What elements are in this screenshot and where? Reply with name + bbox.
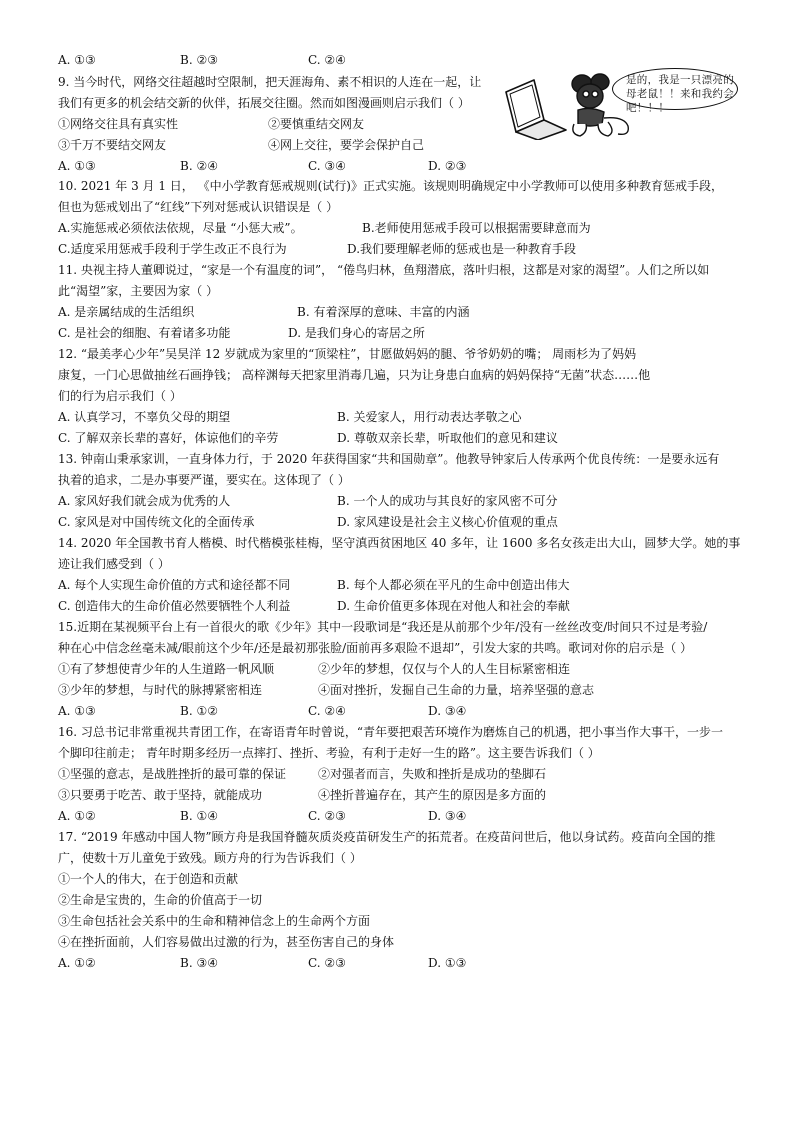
q9-stem-line-2: 我们有更多的机会结交新的伙伴，拓展交往圈。然而如图漫画则启示我们（ ） [58, 96, 470, 110]
q13-option-d: D. 家风建设是社会主义核心价值观的重点 [337, 515, 558, 529]
q17-option-c: C. ②③ [308, 956, 346, 970]
q17-option-d: D. ①③ [428, 956, 467, 970]
q12-stem-line-2: 康复，一门心思做抽丝石画挣钱； 高梓渊每天把家里消毒几遍，只为让身患白血病的妈妈保持“无菌”状态……他 [58, 368, 651, 382]
q9-item-1: ①网络交往具有真实性 [58, 117, 179, 131]
q14-option-b: B. 每个人都必须在平凡的生命中创造出伟大 [337, 578, 570, 592]
q11-option-c: C. 是社会的细胞、有着诸多功能 [58, 326, 231, 340]
q16-option-c: C. ②③ [308, 809, 346, 823]
q17-item-2: ②生命是宝贵的，生命的价值高于一切 [58, 893, 263, 907]
q11-option-d: D. 是我们身心的寄居之所 [288, 326, 425, 340]
q9-stem-line-1: 9. 当今时代，网络交往超越时空限制，把天涯海角、素不相识的人连在一起，让 [58, 75, 482, 89]
mouse-laptop-cartoon [500, 66, 638, 140]
q15-option-b: B. ①② [180, 704, 218, 718]
q15-option-d: D. ③④ [428, 704, 467, 718]
q10-option-b: B.老师使用惩戒手段可以根据需要肆意而为 [362, 221, 591, 235]
q17-stem-line-1: 17. “2019 年感动中国人物”顾方舟是我国脊髓灰质炎疫苗研发生产的拓荒者。在疫苗问世后，他以身试药。疫苗向全国的推 [58, 830, 716, 844]
q8-option-c: C. ②④ [308, 53, 346, 67]
speech-bubble-text: 是的，我是一只漂亮的母老鼠！！来和我约会吧！！！ [626, 74, 734, 114]
q16-item-1: ①坚强的意志，是战胜挫折的最可靠的保证 [58, 767, 287, 781]
q15-item-1: ①有了梦想使青少年的人生道路一帆风顺 [58, 662, 275, 676]
q14-option-a: A. 每个人实现生命价值的方式和途径都不同 [58, 578, 291, 592]
q14-option-d: D. 生命价值更多体现在对他人和社会的奉献 [337, 599, 570, 613]
q9-item-3: ③千万不要结交网友 [58, 138, 167, 152]
q15-option-c: C. ②④ [308, 704, 346, 718]
q9-option-c: C. ③④ [308, 159, 346, 173]
q13-option-b: B. 一个人的成功与其良好的家风密不可分 [337, 494, 558, 508]
q12-option-d: D. 尊敬双亲长辈，听取他们的意见和建议 [337, 431, 558, 445]
q9-item-2: ②要慎重结交网友 [268, 117, 365, 131]
q10-option-a: A.实施惩戒必须依法依规，尽量 “小惩大戒”。 [58, 221, 303, 235]
q15-item-4: ④面对挫折，发掘自己生命的力量，培养坚强的意志 [318, 683, 595, 697]
q13-option-a: A. 家风好我们就会成为优秀的人 [58, 494, 231, 508]
q9-option-a: A. ①③ [58, 159, 96, 173]
q11-stem-line-1: 11. 央视主持人董卿说过，“家是一个有温度的词”， “倦鸟归林，鱼翔潜底，落叶归根，这都是对家的渴望”。人们之所以如 [58, 263, 710, 277]
q16-item-3: ③只要勇于吃苦、敢于坚持，就能成功 [58, 788, 263, 802]
q14-stem-line-2: 迹让我们感受到（ ） [58, 557, 170, 571]
q17-stem-line-2: 广，使数十万儿童免于致残。顾方舟的行为告诉我们（ ） [58, 851, 362, 865]
q10-option-d: D.我们要理解老师的惩戒也是一种教育手段 [347, 242, 577, 256]
q17-option-a: A. ①② [58, 956, 96, 970]
q12-option-c: C. 了解双亲长辈的喜好，体谅他们的辛劳 [58, 431, 279, 445]
q10-stem-line-2: 但也为惩戒划出了“红线”下列对惩戒认识错误是（ ） [58, 200, 339, 214]
q17-option-b: B. ③④ [180, 956, 218, 970]
q10-option-c: C.适度采用惩戒手段利于学生改正不良行为 [58, 242, 287, 256]
q10-stem-line-1: 10. 2021 年 3 月 1 日， 《中小学教育惩戒规则(试行)》正式实施。该规则明确规定中小学教师可以使用多种教育惩戒手段， [58, 179, 723, 193]
q11-option-a: A. 是亲属结成的生活组织 [58, 305, 195, 319]
q15-item-2: ②少年的梦想，仅仅与个人的人生目标紧密相连 [318, 662, 571, 676]
q14-stem-line-1: 14. 2020 年全国教书育人楷模、时代楷模张桂梅，坚守滇西贫困地区 40 多年，让 1600 多名女孩走出大山，圆梦大学。她的事 [58, 536, 741, 550]
q12-option-b: B. 关爱家人，用行动表达孝敬之心 [337, 410, 522, 424]
q9-item-4: ④网上交往，要学会保护自己 [268, 138, 425, 152]
q16-option-a: A. ①② [58, 809, 96, 823]
q16-option-d: D. ③④ [428, 809, 467, 823]
q17-item-4: ④在挫折面前，人们容易做出过激的行为，甚至伤害自己的身体 [58, 935, 395, 949]
q9-option-b: B. ②④ [180, 159, 218, 173]
q11-stem-line-2: 此“渴望”家，主要因为家（ ） [58, 284, 219, 298]
q12-stem-line-1: 12. “最美孝心少年”吴昊洋 12 岁就成为家里的“顶梁柱”，甘愿做妈妈的腿、爷爷奶奶的嘴； 周雨杉为了妈妈 [58, 347, 637, 361]
q17-item-3: ③生命包括社会关系中的生命和精神信念上的生命两个方面 [58, 914, 371, 928]
q13-stem-line-2: 执着的追求，二是办事要严谨，要实在。这体现了（ ） [58, 473, 350, 487]
q12-stem-line-3: 们的行为启示我们（ ） [58, 389, 182, 403]
q17-item-1: ①一个人的伟大，在于创造和贡献 [58, 872, 239, 886]
q13-option-c: C. 家风是对中国传统文化的全面传承 [58, 515, 255, 529]
q12-option-a: A. 认真学习，不辜负父母的期望 [58, 410, 231, 424]
q8-option-a: A. ①③ [58, 53, 96, 67]
q8-option-b: B. ②③ [180, 53, 218, 67]
q13-stem-line-1: 13. 钟南山秉承家训，一直身体力行，于 2020 年获得国家“共和国勋章”。他教导钟家后人传承两个优良传统：一是要永远有 [58, 452, 720, 466]
q16-stem-line-1: 16. 习总书记非常重视共青团工作，在寄语青年时曾说，“青年要把艰苦环境作为磨炼自己的机遇，把小事当作大事干，一步一 [58, 725, 724, 739]
q15-option-a: A. ①③ [58, 704, 96, 718]
q16-item-2: ②对强者而言，失败和挫折是成功的垫脚石 [318, 767, 547, 781]
q15-item-3: ③少年的梦想，与时代的脉搏紧密相连 [58, 683, 263, 697]
q14-option-c: C. 创造伟大的生命价值必然要牺牲个人利益 [58, 599, 291, 613]
q16-stem-line-2: 个脚印往前走； 青年时期多经历一点摔打、挫折、考验，有利于走好一生的路”。这主要告诉我们（ ） [58, 746, 600, 760]
q15-stem-line-2: 种在心中信念丝毫未减/眼前这个少年/还是最初那张脸/面前再多艰险不退却”，引发大家的共鸣。歌词对你的启示是（ ） [58, 641, 693, 655]
q15-stem-line-1: 15.近期在某视频平台上有一首很火的歌《少年》其中一段歌词是“我还是从前那个少年/没有一丝丝改变/时间只不过是考验/ [58, 620, 708, 634]
q16-option-b: B. ①④ [180, 809, 218, 823]
q11-option-b: B. 有着深厚的意味、丰富的内涵 [297, 305, 470, 319]
q9-option-d: D. ②③ [428, 159, 467, 173]
q16-item-4: ④挫折普遍存在，其产生的原因是多方面的 [318, 788, 547, 802]
